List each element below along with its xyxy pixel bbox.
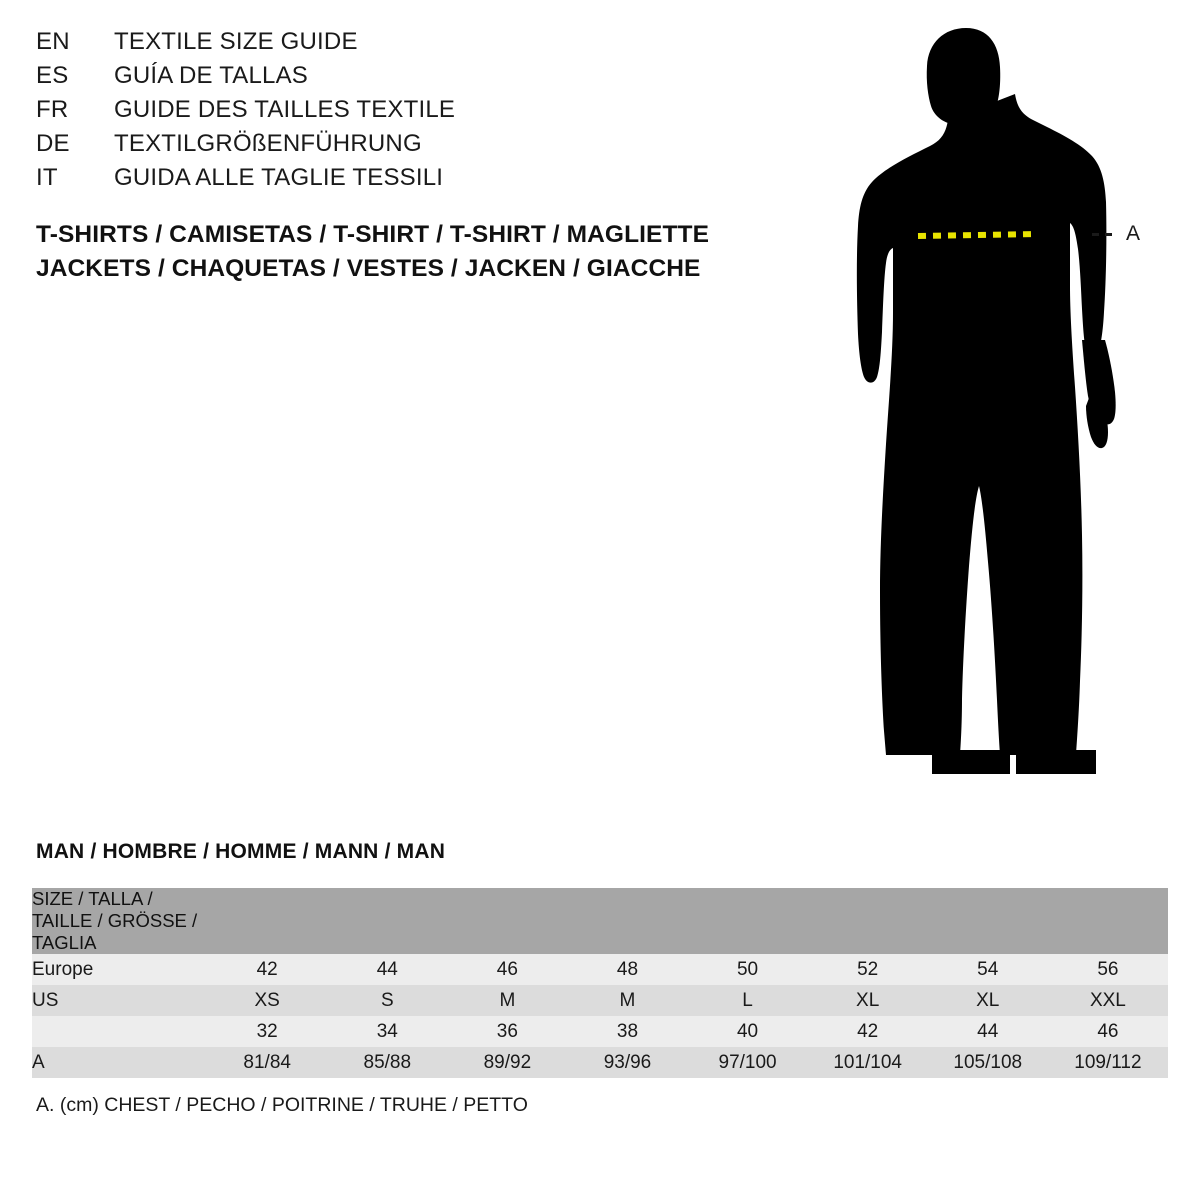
language-title: TEXTILGRÖßENFÜHRUNG bbox=[114, 130, 422, 157]
language-title: GUIDE DES TAILLES TEXTILE bbox=[114, 96, 456, 123]
language-code: DE bbox=[36, 130, 70, 157]
table-cell: 105/108 bbox=[928, 1047, 1048, 1078]
row-label: A bbox=[32, 1047, 207, 1078]
language-row bbox=[36, 96, 736, 130]
chest-leader-line bbox=[1092, 233, 1118, 236]
table-cell: 50 bbox=[688, 954, 808, 985]
table-cell: 81/84 bbox=[207, 1047, 327, 1078]
row-label: US bbox=[32, 985, 207, 1016]
language-row bbox=[36, 28, 736, 62]
table-cell: 34 bbox=[327, 1016, 447, 1047]
garment-category-list bbox=[36, 218, 796, 286]
table-cell: 42 bbox=[808, 1016, 928, 1047]
size-table bbox=[32, 888, 1168, 1078]
table-cell: 36 bbox=[447, 1016, 567, 1047]
language-code: EN bbox=[36, 28, 70, 55]
language-code: FR bbox=[36, 96, 69, 123]
table-cell: 48 bbox=[567, 954, 687, 985]
row-label bbox=[32, 1016, 207, 1047]
man-silhouette-figure bbox=[820, 10, 1180, 790]
table-cell: 56 bbox=[1048, 954, 1168, 985]
language-title: GUÍA DE TALLAS bbox=[114, 62, 308, 89]
table-cell: XXL bbox=[1048, 985, 1168, 1016]
header-spacer bbox=[808, 888, 928, 954]
row-label: Europe bbox=[32, 954, 207, 985]
language-row bbox=[36, 130, 736, 164]
language-title: GUIDA ALLE TAGLIE TESSILI bbox=[114, 164, 444, 191]
table-cell: 44 bbox=[928, 1016, 1048, 1047]
header-spacer bbox=[567, 888, 687, 954]
table-row bbox=[32, 1016, 1168, 1047]
table-cell: XL bbox=[928, 985, 1048, 1016]
table-cell: 52 bbox=[808, 954, 928, 985]
chest-measure-label: A bbox=[1126, 222, 1141, 245]
measurement-footnote: A. (cm) CHEST / PECHO / POITRINE / TRUHE / PETTO bbox=[36, 1094, 528, 1116]
language-row bbox=[36, 164, 736, 198]
language-row bbox=[36, 62, 736, 96]
language-title-list bbox=[36, 28, 736, 198]
table-cell: 44 bbox=[327, 954, 447, 985]
table-cell: 109/112 bbox=[1048, 1047, 1168, 1078]
garment-category-jackets: JACKETS / CHAQUETAS / VESTES / JACKEN / GIACCHE bbox=[36, 255, 701, 282]
table-cell: 38 bbox=[567, 1016, 687, 1047]
table-row bbox=[32, 954, 1168, 985]
table-cell: XS bbox=[207, 985, 327, 1016]
table-cell: 40 bbox=[688, 1016, 808, 1047]
table-cell: 32 bbox=[207, 1016, 327, 1047]
table-cell: 97/100 bbox=[688, 1047, 808, 1078]
table-row bbox=[32, 1047, 1168, 1078]
table-cell: 89/92 bbox=[447, 1047, 567, 1078]
table-section-title: MAN / HOMBRE / HOMME / MANN / MAN bbox=[36, 840, 446, 863]
header-spacer bbox=[928, 888, 1048, 954]
table-cell: M bbox=[567, 985, 687, 1016]
size-header-label: SIZE / TALLA / TAILLE / GRÖSSE / TAGLIA bbox=[32, 888, 207, 954]
header-spacer bbox=[447, 888, 567, 954]
table-cell: 54 bbox=[928, 954, 1048, 985]
header-spacer bbox=[327, 888, 447, 954]
table-cell: S bbox=[327, 985, 447, 1016]
table-cell: L bbox=[688, 985, 808, 1016]
table-cell: 101/104 bbox=[808, 1047, 928, 1078]
table-cell: XL bbox=[808, 985, 928, 1016]
garment-category-tshirts: T-SHIRTS / CAMISETAS / T-SHIRT / T-SHIRT / MAGLIETTE bbox=[36, 221, 710, 248]
language-code: IT bbox=[36, 164, 58, 191]
header-spacer bbox=[1048, 888, 1168, 954]
language-code: ES bbox=[36, 62, 69, 89]
table-cell: 85/88 bbox=[327, 1047, 447, 1078]
header-spacer bbox=[207, 888, 327, 954]
table-row bbox=[32, 888, 1168, 954]
silhouette-svg bbox=[820, 10, 1180, 790]
table-row bbox=[32, 985, 1168, 1016]
table-cell: M bbox=[447, 985, 567, 1016]
header-spacer bbox=[688, 888, 808, 954]
table-cell: 46 bbox=[1048, 1016, 1168, 1047]
language-title: TEXTILE SIZE GUIDE bbox=[114, 28, 358, 55]
table-cell: 93/96 bbox=[567, 1047, 687, 1078]
table-cell: 46 bbox=[447, 954, 567, 985]
table-cell: 42 bbox=[207, 954, 327, 985]
